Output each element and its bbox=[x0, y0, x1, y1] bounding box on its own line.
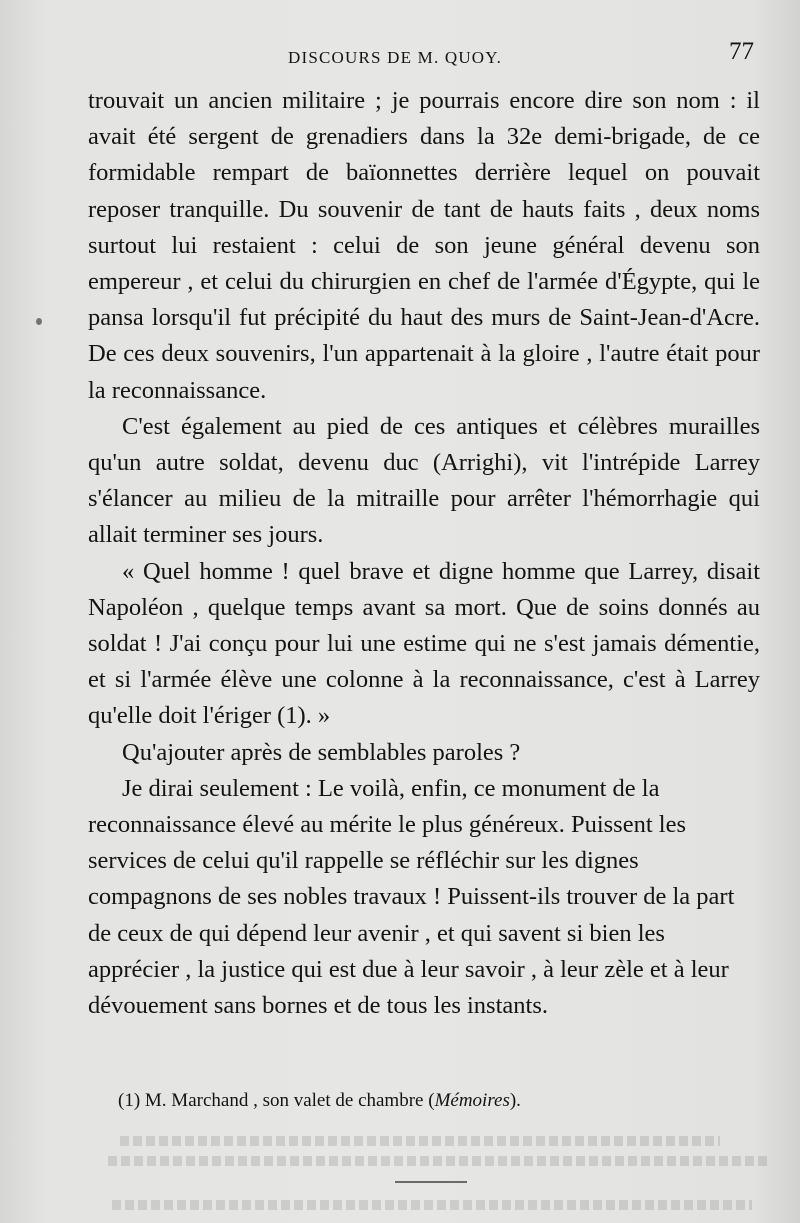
running-head: DISCOURS DE M. QUOY. bbox=[288, 48, 503, 67]
footnote-text: (1) M. Marchand , son valet de chambre ( bbox=[118, 1090, 435, 1111]
bleed-through-line bbox=[120, 1136, 720, 1146]
page-header bbox=[88, 38, 760, 78]
paragraph-3-quote: « Quel homme ! quel brave et digne homme que Larrey, disait Napoléon , quelque temps avant sa mort. Que de soins donnés au soldat ! J'ai conçu pour lui une estime qui ne s'est jamais démentie, et si l'armée élève une colonne à la reconnaissance, c'est à Larrey qu'elle doit l'ériger (1). » bbox=[88, 557, 760, 730]
paragraph-1: trouvait un ancien militaire ; je pourrais encore dire son nom : il avait été sergent de grenadiers dans la 32e demi-brigade, de ce formidable rempart de baïonnettes derrière lequel on pouvait reposer tranquille. Du souvenir de tant de hauts faits , deux noms surtout lui restaient : celui de son jeune général devenu son empereur , et celui du chirurgien en chef de l'armée d'Égypte, qui le pansa lorsqu'il fut précipité du haut des murs de Saint-Jean-d'Acre. De ces deux souvenirs, l'un appartenait à la gloire , l'autre était pour la reconnaissance. bbox=[88, 87, 760, 404]
body-text bbox=[88, 83, 760, 1024]
paragraph-2: C'est également au pied de ces antiques et célèbres murailles qu'un autre soldat, devenu duc (Arrighi), vit l'intrépide Larrey s'élancer au milieu de la mitraille pour arrêter l'hémorrhagie qui allait terminer ses jours. bbox=[88, 412, 760, 549]
page-number: 77 bbox=[729, 38, 754, 65]
ink-speck bbox=[36, 318, 42, 325]
bleed-through-line bbox=[112, 1200, 752, 1210]
footnote-source: Mémoires bbox=[434, 1090, 510, 1111]
bleed-through-rule bbox=[395, 1181, 467, 1183]
paragraph-5: Je dirai seulement : Le voilà, enfin, ce monument de la reconnaissance élevé au mérite le plus généreux. Puissent les services de celui qu'il rappelle se réfléchir sur les dignes compagnons de ses nobles travaux ! Puissent-ils trouver de la part de ceux de qui dépend leur avenir , et qui savent si bien les apprécier , la justice qui est due à leur savoir , à leur zèle et à leur dévouement sans bornes et de tous les instants. bbox=[88, 774, 735, 1020]
bleed-through-line bbox=[108, 1156, 768, 1166]
footnote-close: ). bbox=[509, 1090, 521, 1111]
footnote bbox=[118, 1088, 738, 1114]
paragraph-4: Qu'ajouter après de semblables paroles ? bbox=[122, 738, 521, 766]
